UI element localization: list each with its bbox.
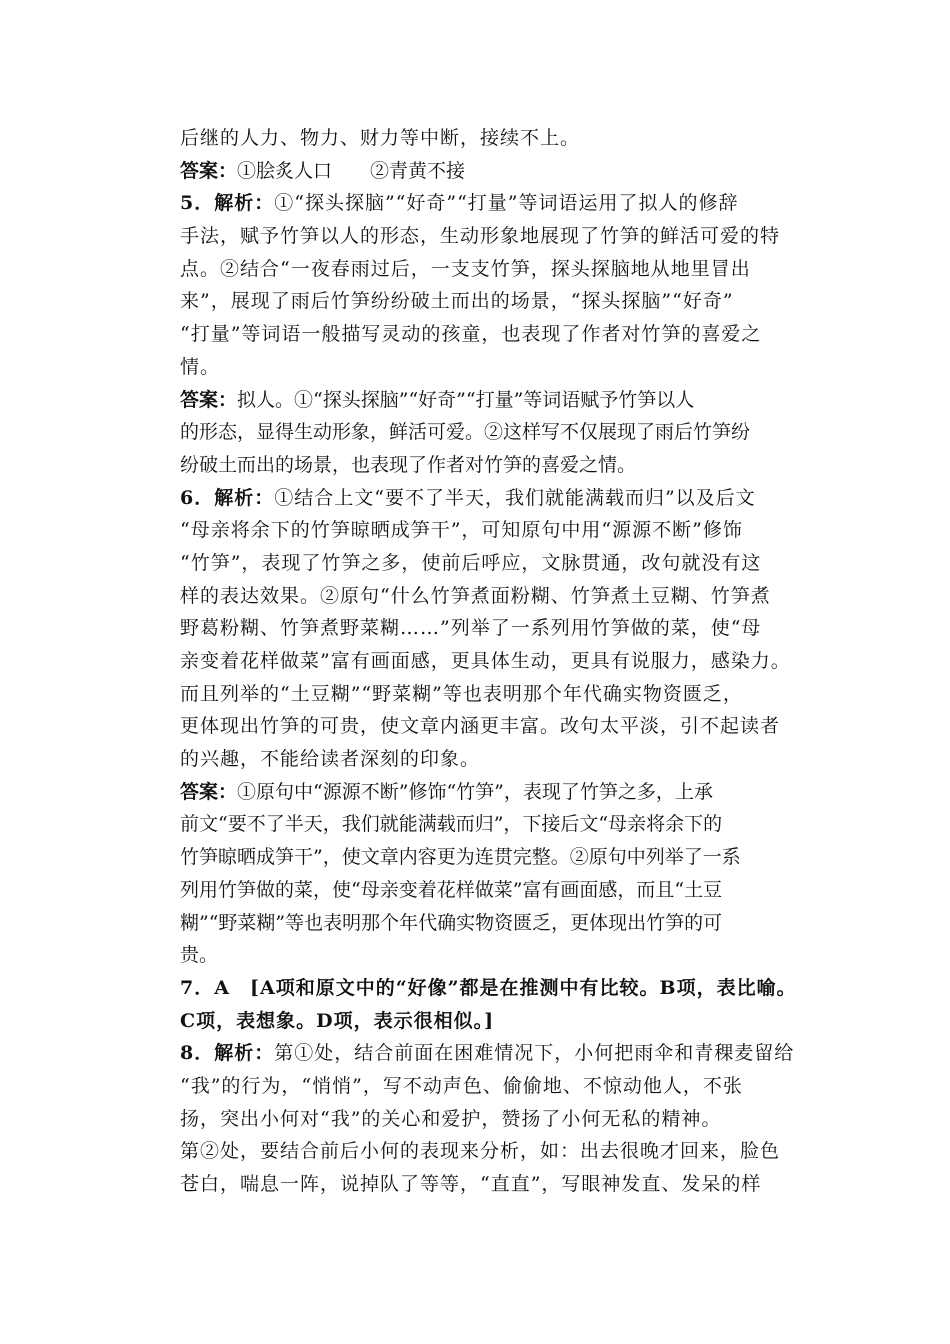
line-text: ①脍炙人口 ②青黄不接 <box>237 159 466 182</box>
line-text: 情。 <box>180 355 221 378</box>
text-line <box>180 351 780 384</box>
line-text: “母亲将余下的竹笋晾晒成笋干”，可知原句中用“源源不断”修饰 <box>180 519 743 542</box>
answer-text-block <box>180 122 797 1201</box>
answer-label: 答案： <box>180 780 238 803</box>
line-text: 更体现出竹笋的可贵，使文章内涵更丰富。改句太平淡，引不起读者 <box>180 715 781 738</box>
line-text: 扬，突出小何对“我”的关心和爱护，赞扬了小何无私的精神。 <box>180 1107 722 1130</box>
text-line <box>180 122 780 155</box>
line-text: “竹笋”，表现了竹笋之多，使前后呼应，文脉贯通，改句就没有这 <box>180 551 762 574</box>
text-line <box>180 253 780 286</box>
text-line <box>180 318 780 351</box>
text-line <box>180 841 780 874</box>
line-text: 野葛粉糊、竹笋煮野菜糊……”列举了一系列用竹笋做的菜，使“母 <box>180 617 762 640</box>
answer-label: 7．A <box>180 976 230 999</box>
line-text: 后继的人力、物力、财力等中断，接续不上。 <box>180 127 581 149</box>
text-line <box>180 220 780 253</box>
line-text: 手法，赋予竹笋以人的形态，生动形象地展现了竹笋的鲜活可爱的特 <box>180 225 781 248</box>
answer-label: 答案： <box>180 159 238 182</box>
line-text: 前文“要不了半天，我们就能满载而归”，下接后文“母亲将余下的 <box>180 813 723 836</box>
line-text: 竹笋晾晒成笋干”，使文章内容更为连贯完整。②原句中列举了一系 <box>180 846 741 869</box>
text-line <box>180 514 780 547</box>
line-text: 样的表达效果。②原句“什么竹笋煮面粉糊、竹笋煮土豆糊、竹笋煮 <box>180 584 771 607</box>
line-text: 苍白，喘息一阵，说掉队了等等，“直直”，写眼神发直、发呆的样 <box>180 1173 762 1195</box>
text-line <box>180 710 780 743</box>
line-text: 来”，展现了雨后竹笋纷纷破土而出的场景，“探头探脑”“好奇” <box>180 290 734 313</box>
line-text: “打量”等词语一般描写灵动的孩童，也表现了作者对竹笋的喜爱之 <box>180 323 762 346</box>
text-line <box>180 808 780 841</box>
line-text: ①原句中“源源不断”修饰“竹笋”，表现了竹笋之多，上承 <box>237 780 713 803</box>
line-text: 的形态，显得生动形象，鲜活可爱。②这样写不仅展现了雨后竹笋纷 <box>180 421 751 444</box>
analysis-label: 5．解析： <box>180 192 275 215</box>
question-7-line <box>180 972 797 1005</box>
line-text: 第①处，结合前面在困难情况下，小何把雨伞和青稞麦留给 <box>274 1042 795 1065</box>
line-text: ①结合上文“要不了半天，我们就能满载而归”以及后文 <box>274 486 756 509</box>
text-line <box>180 285 780 318</box>
line-text: 的兴趣，不能给读者深刻的印象。 <box>180 748 481 771</box>
question-8-line <box>180 1037 795 1070</box>
text-line <box>180 1070 780 1103</box>
answer-line <box>180 776 780 809</box>
text-line <box>180 547 780 580</box>
line-text: 糊”“野菜糊”等也表明那个年代确实物资匮乏，更体现出竹笋的可 <box>180 911 723 934</box>
line-text: 贵。 <box>180 944 219 967</box>
analysis-label: 8．解析： <box>180 1042 275 1065</box>
line-text: 第②处，要结合前后小何的表现来分析，如：出去很晚才回来，脸色 <box>180 1140 781 1163</box>
answer-line <box>180 384 780 417</box>
line-text: 点。②结合“一夜春雨过后，一支支竹笋，探头探脑地从地里冒出 <box>180 257 751 280</box>
line-text: [A项和原文中的“好像”都是在推测中有比较。B项，表比喻。 <box>229 976 797 999</box>
line-text: “我”的行为，“悄悄”，写不动声色、偷偷地、不惊动他人，不张 <box>180 1074 743 1097</box>
text-line <box>180 907 780 940</box>
text-line <box>180 645 791 678</box>
text-line <box>180 449 780 482</box>
text-line <box>180 416 780 449</box>
question-5-line <box>180 187 780 220</box>
line-text: ①“探头探脑”“好奇”“打量”等词语运用了拟人的修辞 <box>274 192 739 215</box>
question-6-line <box>180 482 780 515</box>
text-line <box>180 580 780 613</box>
line-text: 纷破土而出的场景，也表现了作者对竹笋的喜爱之情。 <box>180 453 637 476</box>
text-line <box>180 1103 780 1136</box>
text-line <box>180 1005 780 1038</box>
analysis-label: 6．解析： <box>180 486 275 509</box>
line-text: 列用竹笋做的菜，使“母亲变着花样做菜”富有画面感，而且“土豆 <box>180 878 723 901</box>
text-line <box>180 743 780 776</box>
line-text: 亲变着花样做菜”富有画面感，更具体生动，更具有说服力，感染力。 <box>180 650 791 672</box>
answer-label: 答案： <box>180 388 238 411</box>
line-text: 拟人。①“探头探脑”“好奇”“打量”等词语赋予竹笋以人 <box>237 388 695 411</box>
line-text: 而且列举的“土豆糊”“野菜糊”等也表明那个年代确实物资匮乏， <box>180 682 743 705</box>
text-line <box>180 612 780 645</box>
text-line <box>180 1168 780 1201</box>
line-text: C项，表想象。D项，表示很相似。] <box>180 1009 495 1032</box>
text-line <box>180 1135 780 1168</box>
text-line <box>180 678 780 711</box>
text-line <box>180 874 780 907</box>
text-line <box>180 939 780 972</box>
answer-line <box>180 155 780 188</box>
